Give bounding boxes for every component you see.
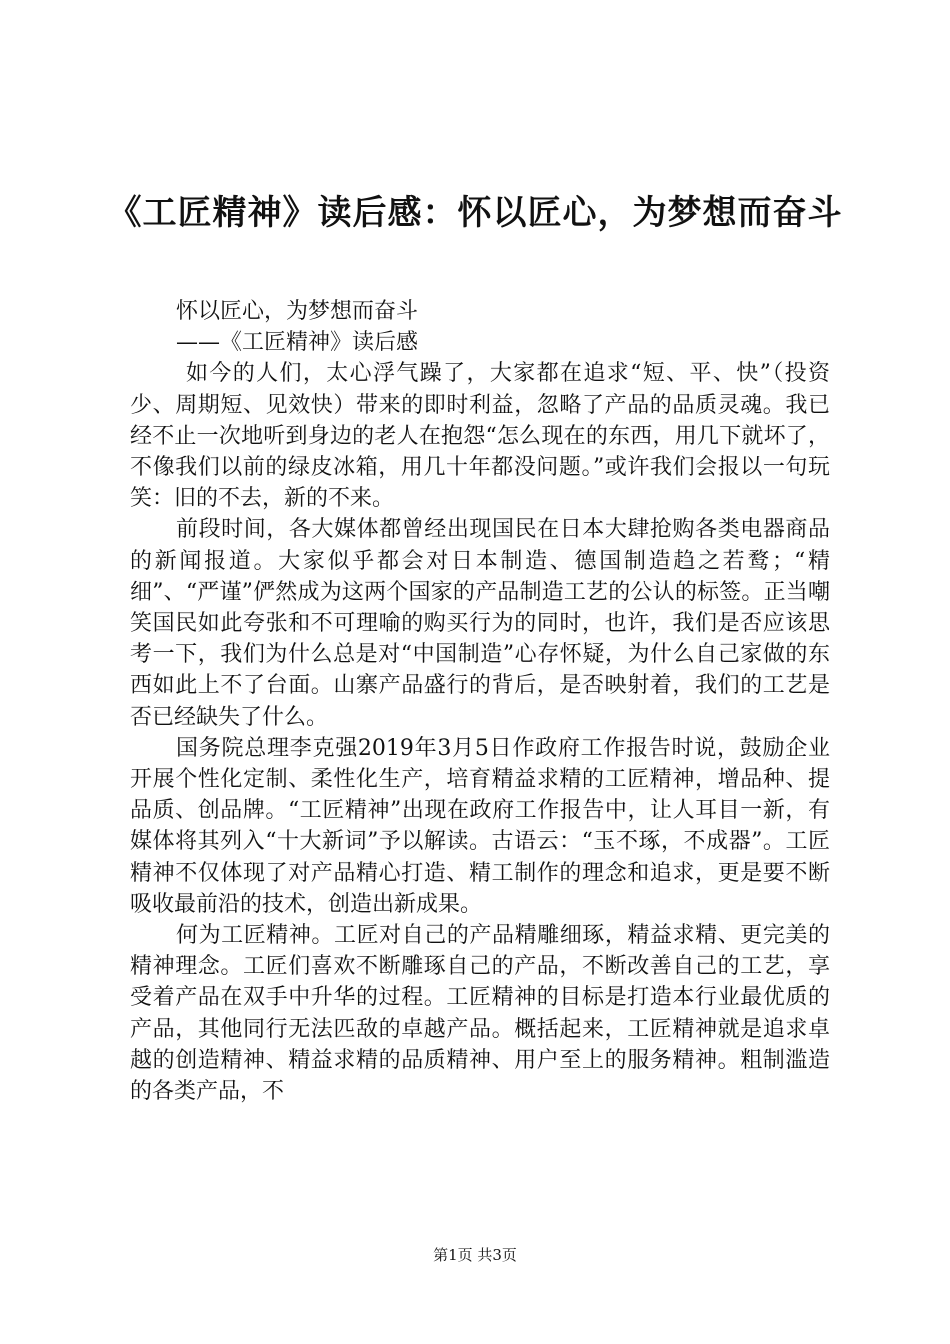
document-title: 《工匠精神》读后感：怀以匠心，为梦想而奋斗	[107, 193, 843, 233]
subtitle-line-2: ——《工匠精神》读后感	[176, 330, 419, 356]
paragraph-3: 国务院总理李克强2019年3月5日作政府工作报告时说，鼓励企业开展个性化定制、柔性化生产，培育精益求精的工匠精神，增品种、提品质、创品牌。“工匠精神”出现在政府工作报告中，让人耳目一新，有媒体将其列入“十大新词”予以解读。古语云：“玉不琢，不成器”。工匠精神不仅体现了对产品精心打造、精工制作的理念和追求，更是要不断吸收最前沿的技术，创造出新成果。	[130, 735, 830, 917]
page-footer: 第1页 共3页	[433, 1246, 517, 1264]
paragraph-1: 如今的人们，太心浮气躁了，大家都在追求“短、平、快”（投资少、周期短、见效快）带来的即时利益，忽略了产品的品质灵魂。我已经不止一次地听到身边的老人在抱怨“怎么现在的东西，用几下就坏了，不像我们以前的绿皮冰箱，用几十年都没问题。”或许我们会报以一句玩笑：旧的不去，新的不来。	[130, 361, 830, 512]
subtitle-line-1: 怀以匠心，为梦想而奋斗	[176, 299, 419, 324]
document-body	[130, 296, 830, 1107]
paragraph-2: 前段时间，各大媒体都曾经出现国民在日本大肆抢购各类电器商品的新闻报道。大家似乎都会对日本制造、德国制造趋之若鹜；“精细”、“严谨”俨然成为这两个国家的产品制造工艺的公认的标签。正当嘲笑国民如此夸张和不可理喻的购买行为的同时，也许，我们是否应该思考一下，我们为什么总是对“中国制造”心存怀疑，为什么自己家做的东西如此上不了台面。山寨产品盛行的背后，是否映射着，我们的工艺是否已经缺失了什么。	[130, 517, 830, 730]
paragraph-4: 何为工匠精神。工匠对自己的产品精雕细琢，精益求精、更完美的精神理念。工匠们喜欢不断雕琢自己的产品，不断改善自己的工艺，享受着产品在双手中升华的过程。工匠精神的目标是打造本行业最优质的产品，其他同行无法匹敌的卓越产品。概括起来，工匠精神就是追求卓越的创造精神、精益求精的品质精神、用户至上的服务精神。粗制滥造的各类产品，不	[130, 923, 830, 1105]
